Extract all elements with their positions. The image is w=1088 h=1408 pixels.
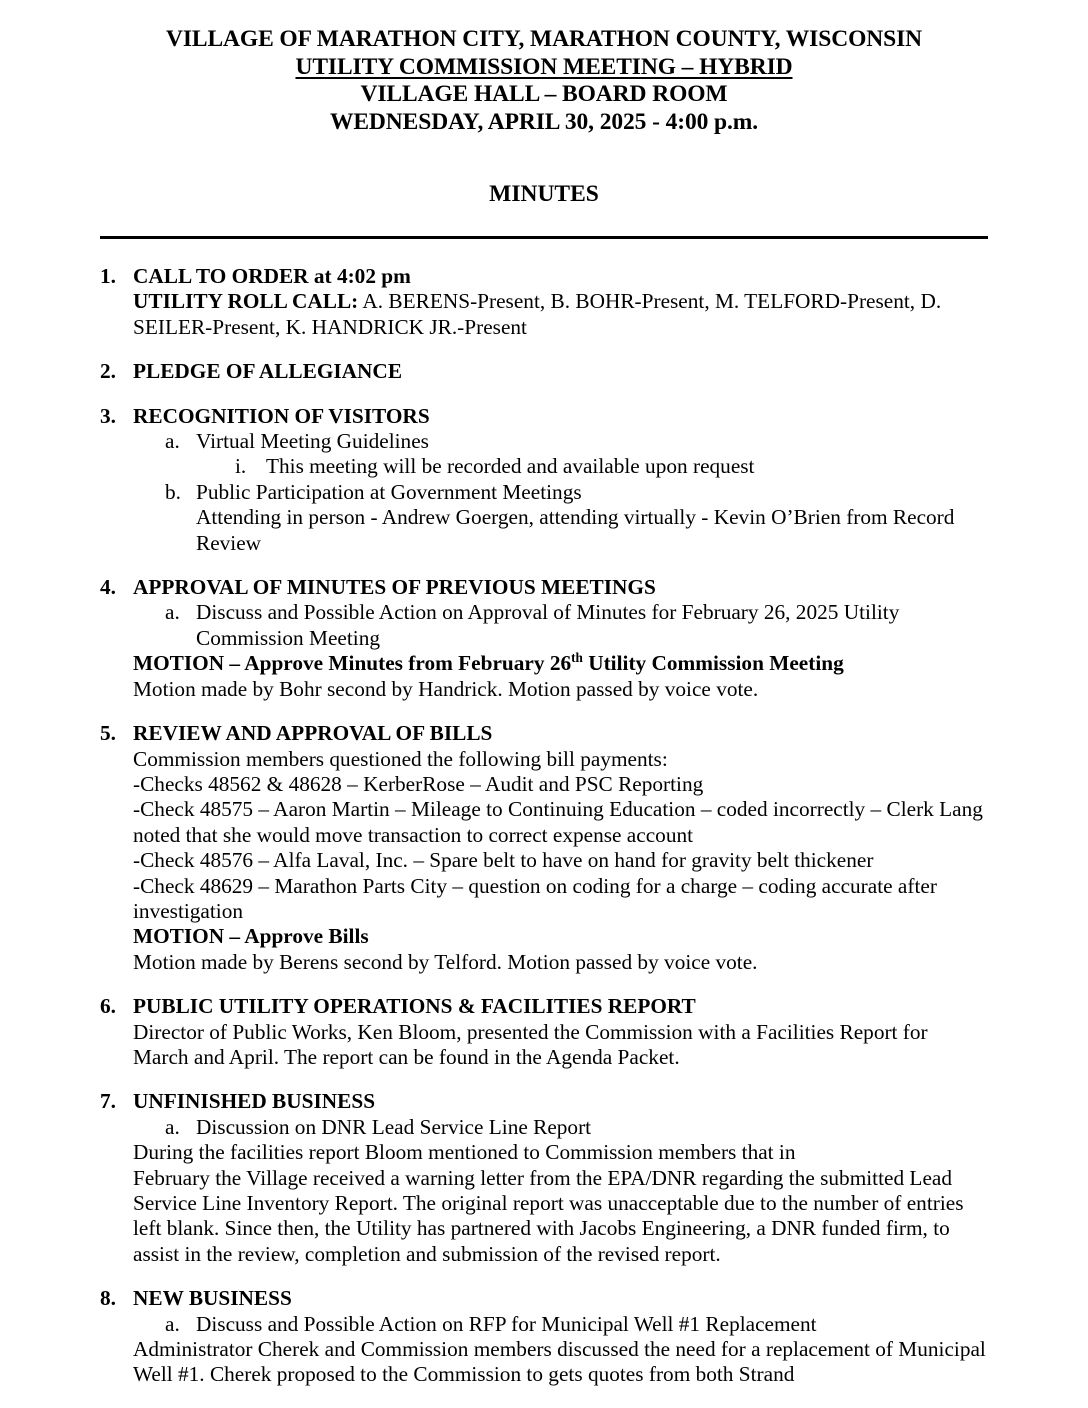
section-review-approval-of-bills <box>100 721 988 975</box>
motion-text-pre: MOTION – Approve Minutes from February 26 <box>133 651 572 676</box>
section-title: UNFINISHED BUSINESS <box>133 1089 376 1114</box>
bill-line: -Check 48575 – Aaron Martin – Mileage to Continuing Education – coded incorrectly – Clerk Lang noted that she would move transaction to correct expense account <box>133 797 983 847</box>
section-heading <box>100 1286 988 1311</box>
section-heading <box>100 721 988 746</box>
section-heading <box>100 264 988 289</box>
section-heading <box>100 404 988 429</box>
section-number: 7. <box>100 1089 116 1114</box>
header-line-municipality: VILLAGE OF MARATHON CITY, MARATHON COUNTY, WISCONSIN <box>165 26 923 52</box>
section-body: Director of Public Works, Ken Bloom, presented the Commission with a Facilities Report for March and April. The report can be found in the Agenda Packet. <box>133 1019 928 1069</box>
section-title: PUBLIC UTILITY OPERATIONS & FACILITIES REPORT <box>133 994 696 1019</box>
section-number: 1. <box>100 264 116 288</box>
section-number: 3. <box>100 403 116 428</box>
motion-result: Motion made by Berens second by Telford. Motion passed by voice vote. <box>133 949 758 974</box>
section-number: 5. <box>100 721 116 746</box>
section-title: APPROVAL OF MINUTES OF PREVIOUS MEETINGS <box>133 575 656 600</box>
list-item-text: This meeting will be recorded and available upon request <box>266 454 755 479</box>
bill-line: -Check 48576 – Alfa Laval, Inc. – Spare belt to have on hand for gravity belt thickener <box>133 848 874 873</box>
list-item <box>100 480 988 505</box>
section-title: CALL TO ORDER at 4:02 pm <box>133 264 411 288</box>
list-marker: a. <box>165 429 180 454</box>
list-item-text: Discuss and Possible Action on Approval of Minutes for February 26, 2025 Utility Commission Meeting <box>196 600 900 650</box>
motion-result: Motion made by Bohr second by Handrick. Motion passed by voice vote. <box>133 676 759 701</box>
section-number: 2. <box>100 359 116 384</box>
list-item-text: Discuss and Possible Action on RFP for Municipal Well #1 Replacement <box>196 1311 817 1336</box>
list-marker: a. <box>165 1311 180 1336</box>
header-divider <box>100 236 988 239</box>
section-number: 8. <box>100 1286 116 1311</box>
minutes-body <box>100 264 988 1388</box>
list-marker: a. <box>165 1114 180 1139</box>
list-marker: a. <box>165 600 180 625</box>
section-call-to-order <box>100 264 988 340</box>
document-header <box>100 26 988 136</box>
section-body-line: February the Village received a warning letter from the EPA/DNR regarding the submitted Lead Service Line Inventory Report. The original report was unacceptable due to the number of entries left blank. Since then, the Utility has partnered with Jacobs Engineering, a DNR funded firm, to assist in the review, completion and submission of the revised report. <box>133 1165 964 1266</box>
list-item-text: Public Participation at Government Meetings <box>196 479 582 504</box>
motion-text-post: Utility Commission Meeting <box>582 651 844 676</box>
bill-line: -Checks 48562 & 48628 – KerberRose – Audit and PSC Reporting <box>133 771 704 796</box>
section-body: Administrator Cherek and Commission members discussed the need for a replacement of Municipal Well #1. Cherek proposed to the Commission to gets quotes from both Strand <box>133 1337 986 1387</box>
motion-ordinal-suffix: th <box>571 650 583 666</box>
roll-call-line <box>100 289 988 340</box>
section-number: 6. <box>100 994 116 1019</box>
section-heading <box>100 1089 988 1114</box>
roll-call-label: UTILITY ROLL CALL: <box>133 289 359 314</box>
list-item <box>100 600 988 651</box>
list-item <box>100 1312 988 1337</box>
section-number: 4. <box>100 575 116 600</box>
section-new-business <box>100 1286 988 1388</box>
document-type-title: MINUTES <box>489 181 599 207</box>
list-marker: i. <box>235 454 247 479</box>
section-heading <box>100 359 988 384</box>
bills-intro: Commission members questioned the following bill payments: <box>133 746 668 771</box>
section-recognition-of-visitors <box>100 404 988 556</box>
bill-line: -Check 48629 – Marathon Parts City – question on coding for a charge – coding accurate after investigation <box>133 873 937 923</box>
list-item-text: Discussion on DNR Lead Service Line Report <box>196 1114 592 1139</box>
list-marker: b. <box>165 479 181 504</box>
list-item <box>100 1115 988 1140</box>
list-item <box>100 454 988 479</box>
section-unfinished-business <box>100 1089 988 1267</box>
motion-line: MOTION – Approve Bills <box>133 924 369 949</box>
section-title: NEW BUSINESS <box>133 1286 292 1311</box>
motion-line <box>100 651 988 676</box>
section-public-utility-operations-facilities-report <box>100 994 988 1070</box>
attendance-note <box>100 505 988 556</box>
section-approval-of-minutes <box>100 575 988 702</box>
list-item <box>100 429 988 454</box>
section-title: REVIEW AND APPROVAL OF BILLS <box>133 721 493 746</box>
list-item-text: Virtual Meeting Guidelines <box>196 429 429 454</box>
attendance-note-text: Attending in person - Andrew Goergen, attending virtually - Kevin O’Brien from Record Review <box>196 505 955 555</box>
roll-call-value: A. BERENS-Present, B. BOHR-Present, M. TELFORD-Present, D. SEILER-Present, K. HANDRICK JR.-Present <box>133 289 942 339</box>
section-heading <box>100 575 988 600</box>
section-body-line: During the facilities report Bloom mentioned to Commission members that in <box>133 1140 796 1165</box>
header-line-datetime: WEDNESDAY, APRIL 30, 2025 - 4:00 p.m. <box>329 108 759 135</box>
header-line-location: VILLAGE HALL – BOARD ROOM <box>360 81 728 107</box>
section-title: RECOGNITION OF VISITORS <box>133 403 430 428</box>
section-pledge-of-allegiance <box>100 359 988 384</box>
header-line-meeting-type: UTILITY COMMISSION MEETING – HYBRID <box>295 53 793 80</box>
section-title: PLEDGE OF ALLEGIANCE <box>133 359 403 384</box>
section-heading <box>100 994 988 1019</box>
